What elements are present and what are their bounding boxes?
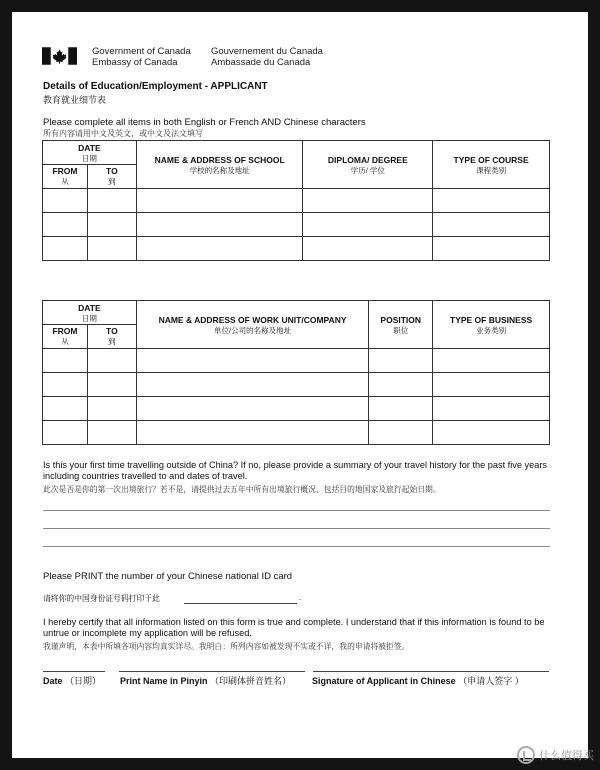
to-cell[interactable] (87, 373, 136, 397)
table-row (43, 397, 550, 421)
travel-answer-line[interactable] (43, 546, 550, 547)
education-table (42, 140, 550, 261)
travel-question-chinese: 此次是否是你的第一次出境旅行？若不是，请提供过去五年中所有出境旅行概况、包括目的地国家及旅行起始日期。 (43, 485, 441, 494)
travel-answer-line[interactable] (43, 528, 550, 529)
to-header: TO 到 (87, 325, 136, 349)
to-cell[interactable] (87, 213, 136, 237)
to-cell[interactable] (87, 349, 136, 373)
from-cell[interactable] (43, 237, 88, 261)
id-card-period: . (299, 593, 302, 602)
form-title: Details of Education/Employment - APPLICANT (43, 81, 268, 92)
employment-table (42, 300, 550, 445)
position-cell[interactable] (369, 397, 433, 421)
diploma-cell[interactable] (303, 237, 433, 261)
government-name-french: Gouvernement du Canada Ambassade du Canada (211, 46, 323, 68)
smzdm-logo-icon (517, 746, 535, 764)
from-cell[interactable] (43, 373, 88, 397)
form-title-chinese: 教育就业细节表 (43, 95, 107, 105)
travel-answer-line[interactable] (43, 510, 550, 511)
applicant-signature-label: Signature of Applicant in Chinese （申请人签字 ） (312, 676, 524, 686)
diploma-cell[interactable] (303, 189, 433, 213)
to-cell[interactable] (87, 397, 136, 421)
to-header: TO 到 (87, 165, 136, 189)
instruction-text: Please complete all items in both English or French AND Chinese characters (43, 117, 366, 128)
certification-text-chinese: 我谨声明，本表中所填各项内容均真实详尽。我明白：所列内容如被发现不实或不详，我的申请将被拒签。 (43, 642, 410, 651)
work-unit-cell[interactable] (136, 421, 368, 445)
position-cell[interactable] (369, 373, 433, 397)
canada-flag-icon (42, 47, 77, 65)
id-card-label-chinese: 请将你的中国身份证号码打印于此 (43, 594, 160, 603)
course-cell[interactable] (433, 237, 550, 261)
table-row (43, 189, 550, 213)
course-cell[interactable] (433, 213, 550, 237)
table-row (43, 237, 550, 261)
work-unit-cell[interactable] (136, 397, 368, 421)
to-cell[interactable] (87, 237, 136, 261)
date-signature-line[interactable] (43, 671, 105, 672)
position-cell[interactable] (369, 421, 433, 445)
from-header: FROM 从 (43, 165, 88, 189)
table-row (43, 421, 550, 445)
date-label: Date （日期） (43, 676, 102, 686)
table-row (43, 373, 550, 397)
id-card-label: Please PRINT the number of your Chinese national ID card (43, 571, 293, 582)
work-unit-cell[interactable] (136, 373, 368, 397)
travel-question: Is this your first time travelling outside of China? If no, please provide a summary of your travel history for the past five years including countries travelled to and dates of travel. (43, 460, 548, 481)
from-cell[interactable] (43, 213, 88, 237)
instruction-text-chinese: 所有内容请用中文及英文，或中文及法文填写 (43, 129, 203, 138)
form-page (12, 12, 588, 758)
business-cell[interactable] (433, 349, 550, 373)
from-cell[interactable] (43, 421, 88, 445)
name-signature-line[interactable] (119, 671, 305, 672)
watermark: 什么值得买 (517, 746, 594, 764)
to-cell[interactable] (87, 189, 136, 213)
business-cell[interactable] (433, 373, 550, 397)
school-cell[interactable] (136, 237, 303, 261)
diploma-header: DIPLOMA/ DEGREE 学历/ 学位 (303, 141, 433, 189)
work-unit-header: NAME & ADDRESS OF WORK UNIT/COMPANY 单位/公司的名称及地址 (136, 301, 368, 349)
business-cell[interactable] (433, 397, 550, 421)
from-cell[interactable] (43, 397, 88, 421)
from-header: FROM 从 (43, 325, 88, 349)
table-row (43, 213, 550, 237)
school-header: NAME & ADDRESS OF SCHOOL 学校的名称及地址 (136, 141, 303, 189)
school-cell[interactable] (136, 189, 303, 213)
position-cell[interactable] (369, 349, 433, 373)
from-cell[interactable] (43, 349, 88, 373)
course-cell[interactable] (433, 189, 550, 213)
applicant-signature-line[interactable] (313, 671, 549, 672)
work-unit-cell[interactable] (136, 349, 368, 373)
school-cell[interactable] (136, 213, 303, 237)
position-header: POSITION 职位 (369, 301, 433, 349)
date-header: DATE 日期 (43, 301, 137, 325)
business-type-header: TYPE OF BUSINESS 业务类别 (433, 301, 550, 349)
course-type-header: TYPE OF COURSE 课程类别 (433, 141, 550, 189)
business-cell[interactable] (433, 421, 550, 445)
from-cell[interactable] (43, 189, 88, 213)
to-cell[interactable] (87, 421, 136, 445)
certification-text: I hereby certify that all information listed on this form is true and complete. I understand that if this information is found to be untrue or incomplete my application will be refused. (43, 617, 545, 638)
id-card-input-line[interactable] (184, 603, 297, 604)
government-name-english: Government of Canada Embassy of Canada (92, 46, 191, 68)
diploma-cell[interactable] (303, 213, 433, 237)
date-header: DATE 日期 (43, 141, 137, 165)
print-name-label: Print Name in Pinyin （印刷体拼音姓名） (120, 676, 292, 686)
table-row (43, 349, 550, 373)
